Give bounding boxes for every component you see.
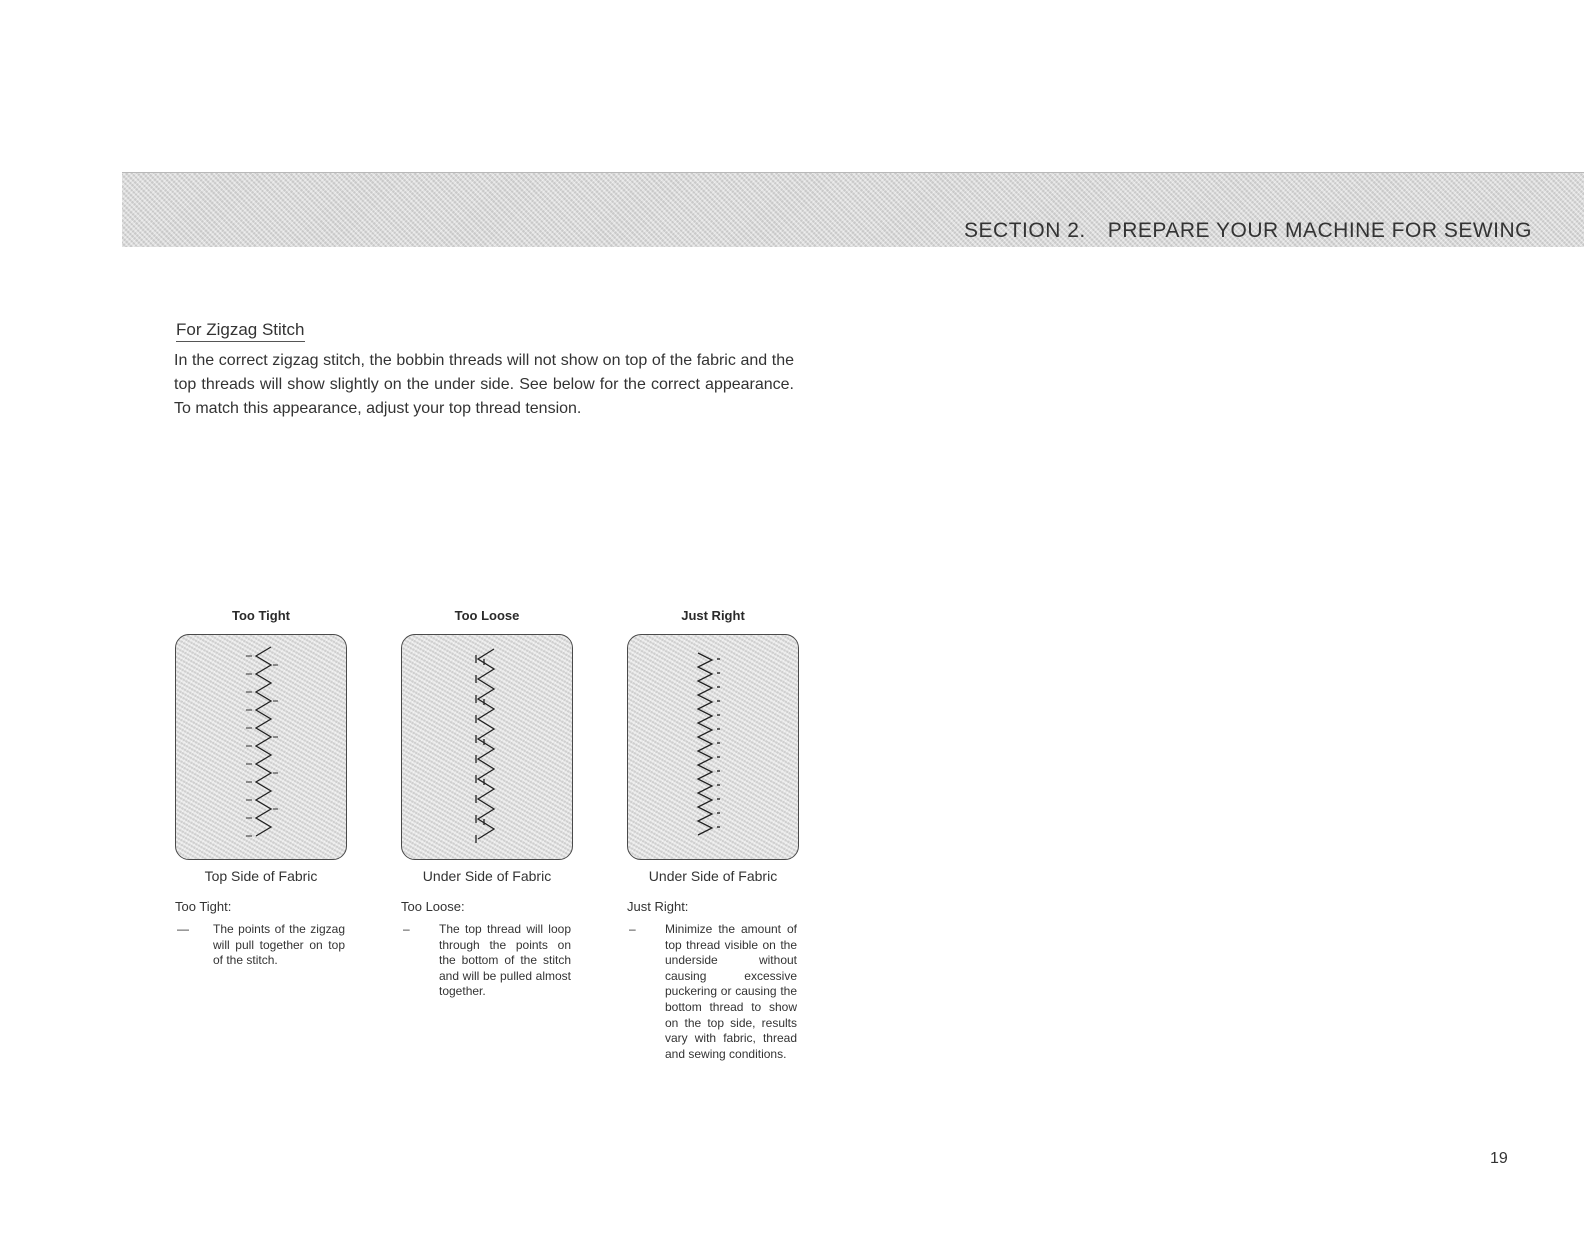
section-header-band [122, 172, 1584, 247]
fabric-swatch-just-right [627, 634, 799, 860]
top-thread-dots [717, 659, 720, 827]
page-number: 19 [1490, 1150, 1508, 1167]
example-too-tight [175, 608, 347, 969]
description-text: The top thread will loop through the points on the bottom of the stitch and will be pulled almost together. [439, 922, 571, 999]
zigzag-stitch [478, 649, 494, 839]
zigzag-stitch [256, 647, 271, 836]
fabric-swatch-too-tight [175, 634, 347, 860]
example-title: Too Loose [454, 608, 520, 623]
bullet-dash: – [403, 922, 410, 936]
example-title: Too Tight [232, 608, 290, 623]
section-name: PREPARE YOUR MACHINE FOR SEWING [1107, 219, 1532, 242]
fabric-side-caption: Top Side of Fabric [204, 868, 318, 884]
section-number: SECTION 2. [964, 219, 1086, 242]
bobbin-thread-dots [246, 656, 278, 836]
fabric-side-caption: Under Side of Fabric [422, 868, 552, 884]
fabric-side-caption: Under Side of Fabric [648, 868, 778, 884]
zigzag-stitch [698, 653, 712, 835]
section-title [964, 219, 1532, 243]
bullet-dash: — [177, 922, 189, 936]
loop-threads [476, 655, 484, 843]
page-heading: For Zigzag Stitch [176, 320, 305, 342]
description-text: Minimize the amount of top thread visible on the underside without causing excessive puckering or causing the bottom thread to show on the top side, results vary with fabric, thread and sewing conditions. [665, 922, 797, 1061]
zigzag-loose-illustration [402, 635, 572, 859]
description-text: The points of the zigzag will pull together on top of the stitch. [213, 922, 345, 968]
example-description [175, 922, 347, 969]
example-description [627, 922, 799, 1062]
example-just-right [627, 608, 799, 1062]
bullet-dash: – [629, 922, 636, 936]
example-label: Just Right: [627, 899, 689, 914]
intro-paragraph: In the correct zigzag stitch, the bobbin threads will not show on top of the fabric and the top threads will show slightly on the under side. See below for the correct appearance. To match this appearance, adjust your top thread tension. [174, 352, 794, 417]
example-title: Just Right [681, 608, 745, 623]
zigzag-tight-illustration [176, 635, 346, 859]
zigzag-right-illustration [628, 635, 798, 859]
example-too-loose [401, 608, 573, 1000]
fabric-swatch-too-loose [401, 634, 573, 860]
example-description [401, 922, 573, 1000]
example-label: Too Loose: [401, 899, 465, 914]
example-label: Too Tight: [175, 899, 232, 914]
